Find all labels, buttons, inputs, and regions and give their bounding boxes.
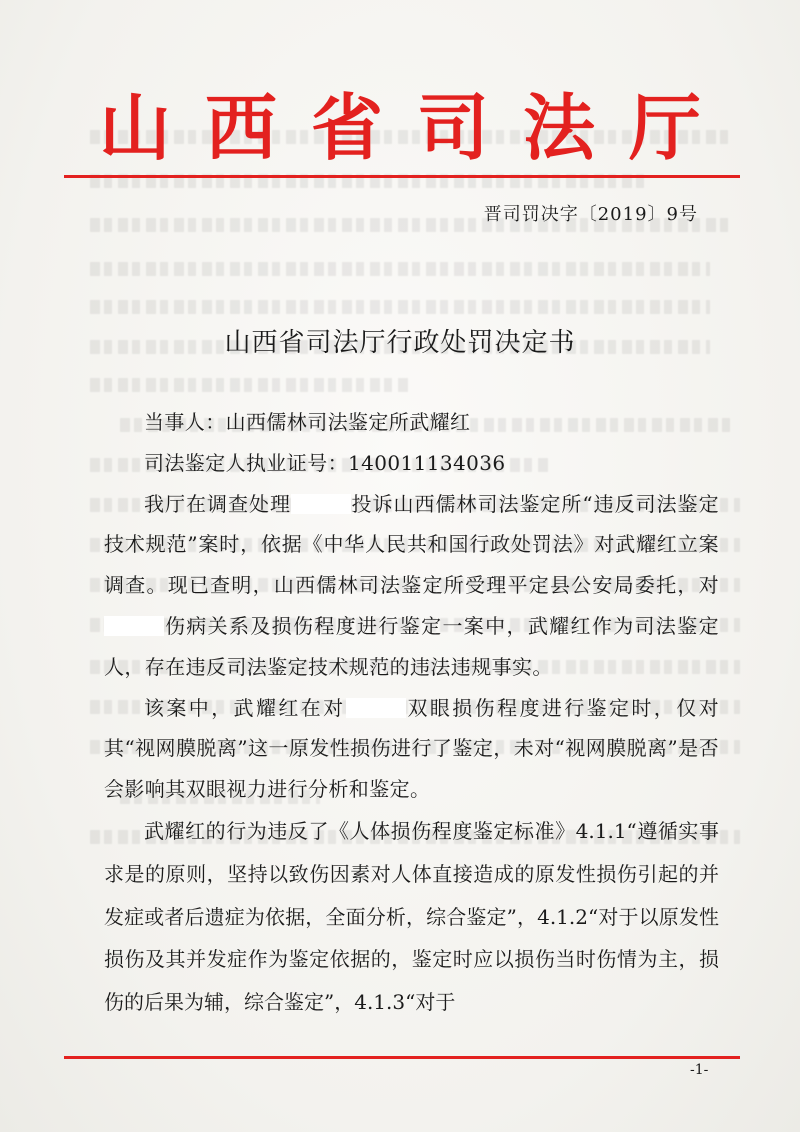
- footer-red-rule: [64, 1056, 740, 1059]
- paragraph-text: 投诉山西儒林司法鉴定所“违反司法鉴定技术规范”案时，依据《中华人民共和国行政处罚法》对武耀红立案调查。现已查明，山西儒林司法鉴定所受理平定县公安局委托，对: [104, 491, 719, 598]
- violation-paragraph: 武耀红的行为违反了《人体损伤程度鉴定标准》4.1.1“遵循实事求是的原则，坚持以致伤因素对人体直接造成的原发性损伤引起的并发症或者后遗症为依据，全面分析，综合鉴定”，4.1.2“对于以原发性损伤及其并发症作为鉴定依据的，鉴定时应以损伤当时伤情为主，损伤的后果为辅，综合鉴定”，4.1.3“对于: [104, 818, 719, 1015]
- license-number: 140011134036: [348, 450, 506, 475]
- paragraph-text: 伤病关系及损伤程度进行鉴定一案中，武耀红作为司法鉴定人，存在违反司法鉴定技术规范的违法违规事实。: [104, 613, 719, 679]
- letterhead-red-rule: [64, 175, 740, 178]
- redacted-name: [291, 494, 351, 514]
- license-line: [104, 443, 719, 484]
- document-number: 晋司罚决字〔2019〕9号: [483, 204, 698, 225]
- license-label: 司法鉴定人执业证号：: [144, 450, 348, 475]
- case-paragraph: [104, 688, 719, 810]
- paragraph-text: 双眼损伤程度进行鉴定时，仅对其“视网膜脱离”这一原发性损伤进行了鉴定，未对“视网膜脱离”是否会影响其双眼视力进行分析和鉴定。: [104, 695, 719, 802]
- agency-letterhead-title: 山西省司法厅: [98, 85, 735, 170]
- page-number: -1-: [690, 1062, 709, 1078]
- redacted-name: [104, 616, 164, 636]
- investigation-paragraph: [104, 484, 719, 688]
- document-title: 山西省司法厅行政处罚决定书: [224, 328, 576, 358]
- redacted-name: [346, 698, 406, 718]
- paragraph-text: 该案中，武耀红在对: [144, 695, 346, 720]
- party-line: 当事人：山西儒林司法鉴定所武耀红: [144, 410, 471, 434]
- paragraph-text: 我厅在调查处理: [144, 491, 291, 516]
- document-body: [104, 402, 719, 1024]
